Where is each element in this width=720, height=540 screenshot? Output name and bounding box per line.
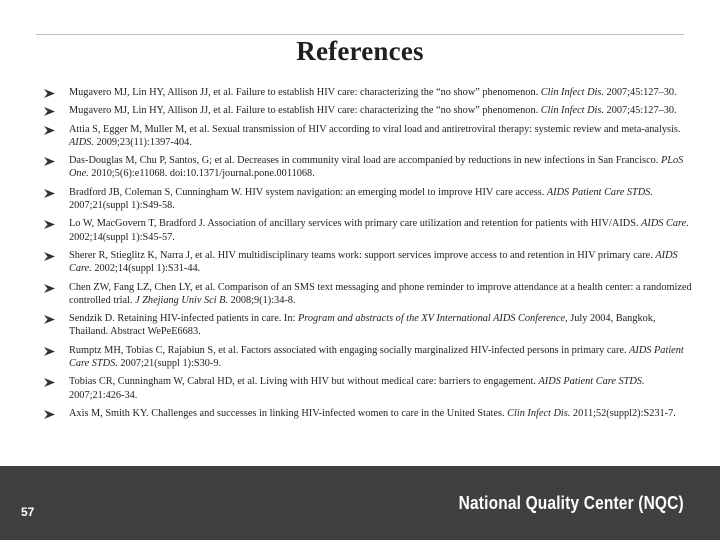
reference-journal: AIDS Care. bbox=[69, 249, 678, 275]
reference-journal: Clin Infect Dis. bbox=[540, 105, 604, 117]
arrow-bullet-icon bbox=[44, 410, 55, 419]
reference-text: Mugavero MJ, Lin HY, Allison JJ, et al. Failure to establish HIV care: characterizing the “no show” phenomenon. bbox=[69, 105, 541, 117]
page-title: References bbox=[296, 36, 424, 66]
reference-item bbox=[44, 217, 694, 244]
organization-logo-text: National Quality Center (NQC) bbox=[458, 493, 684, 513]
reference-text: Chen ZW, Fang LZ, Chen LY, et al. Comparison of an SMS text messaging and phone reminder to improve attendance at a health center: a randomized controlled trial. bbox=[69, 281, 692, 306]
arrow-bullet-icon bbox=[44, 284, 55, 293]
reference-item bbox=[44, 123, 694, 150]
reference-citation: 2010;5(6):e11068. doi:10.1371/journal.pone.0011068. bbox=[88, 168, 315, 180]
arrow-bullet-icon bbox=[44, 126, 55, 135]
reference-list bbox=[44, 86, 694, 425]
reference-item bbox=[44, 312, 694, 339]
reference-text: Bradford JB, Coleman S, Cunningham W. HIV system navigation: an emerging model to improve HIV care access. bbox=[69, 186, 547, 198]
reference-journal: AIDS. bbox=[69, 136, 94, 148]
arrow-bullet-icon bbox=[44, 189, 55, 198]
reference-item bbox=[44, 281, 694, 308]
page-number: 57 bbox=[21, 505, 35, 519]
top-divider bbox=[36, 34, 684, 35]
reference-journal: PLoS One. bbox=[69, 155, 684, 180]
reference-journal: AIDS Care. bbox=[641, 218, 689, 230]
reference-journal: Clin Infect Dis. bbox=[540, 87, 604, 98]
reference-text: Axis M, Smith KY. Challenges and successes in linking HIV-infected women to care in the United States. bbox=[69, 407, 508, 419]
reference-item bbox=[44, 407, 694, 420]
arrow-bullet-icon bbox=[44, 220, 55, 229]
reference-citation: 2007;21(suppl 1):S49-58. bbox=[69, 200, 175, 212]
reference-item bbox=[44, 344, 694, 371]
reference-citation: 2007;45:127–30. bbox=[603, 105, 677, 117]
arrow-bullet-icon bbox=[44, 157, 55, 166]
reference-item bbox=[44, 375, 694, 402]
reference-journal: Program and abstracts of the XV International AIDS Conference, bbox=[297, 313, 568, 325]
reference-text: Rumptz MH, Tobias C, Rajabiun S, et al. Factors associated with engaging socially marginalized HIV-infected persons in primary care. bbox=[69, 344, 630, 356]
reference-item bbox=[44, 186, 694, 213]
reference-text: Sendzik D. Retaining HIV-infected patients in care. In: bbox=[69, 313, 298, 325]
arrow-bullet-icon bbox=[44, 252, 55, 261]
reference-text: Lo W, MacGovern T, Bradford J. Association of ancillary services with primary care utilization and retention for patients with HIV/AIDS. bbox=[69, 218, 642, 230]
reference-journal: AIDS Patient Care STDS. bbox=[69, 344, 684, 370]
arrow-bullet-icon bbox=[44, 89, 55, 98]
reference-item bbox=[44, 104, 694, 117]
reference-journal: Clin Infect Dis. bbox=[507, 407, 571, 419]
reference-journal: J Zhejiang Univ Sci B. bbox=[135, 294, 229, 306]
reference-text: Attia S, Egger M, Muller M, et al. Sexual transmission of HIV according to viral load and antiretroviral therapy: systemic review and meta-analysis. bbox=[69, 123, 681, 135]
reference-citation: 2007;21(suppl 1):S30-9. bbox=[117, 358, 222, 370]
reference-text: Mugavero MJ, Lin HY, Allison JJ, et al. Failure to establish HIV care: characterizing the “no show” phenomenon. bbox=[69, 87, 541, 98]
reference-citation: 2002;14(suppl 1):S45-57. bbox=[69, 231, 175, 243]
reference-citation: 2008;9(1):34-8. bbox=[228, 294, 296, 306]
reference-citation: 2007;45:127–30. bbox=[603, 87, 677, 98]
reference-journal: AIDS Patient Care STDS. bbox=[538, 376, 645, 388]
reference-citation: 2011;52(suppl2):S231-7. bbox=[570, 407, 676, 419]
reference-item bbox=[44, 86, 694, 99]
arrow-bullet-icon bbox=[44, 347, 55, 356]
reference-journal: AIDS Patient Care STDS. bbox=[546, 186, 653, 198]
reference-citation: 2009;23(11):1397-404. bbox=[93, 136, 192, 148]
reference-text: Sherer R, Stieglitz K, Narra J, et al. HIV multidisciplinary teams work: support services improve access to and retention in HIV primary care. bbox=[69, 249, 656, 261]
reference-text: Tobias CR, Cunningham W, Cabral HD, et al. Living with HIV but without medical care: barriers to engagement. bbox=[69, 376, 539, 388]
arrow-bullet-icon bbox=[44, 378, 55, 387]
arrow-bullet-icon bbox=[44, 315, 55, 324]
arrow-bullet-icon bbox=[44, 107, 55, 116]
reference-citation: 2007;21:426-34. bbox=[69, 389, 138, 401]
reference-citation: July 2004, Bangkok, Thailand. Abstract WePeE6683. bbox=[69, 313, 656, 338]
reference-item bbox=[44, 154, 694, 181]
reference-item bbox=[44, 249, 694, 276]
reference-citation: 2002;14(suppl 1):S31-44. bbox=[91, 263, 201, 275]
reference-text: Das-Douglas M, Chu P, Santos, G; et al. Decreases in community viral load are accompanied by reductions in new infections in San Francisco. bbox=[69, 155, 661, 167]
